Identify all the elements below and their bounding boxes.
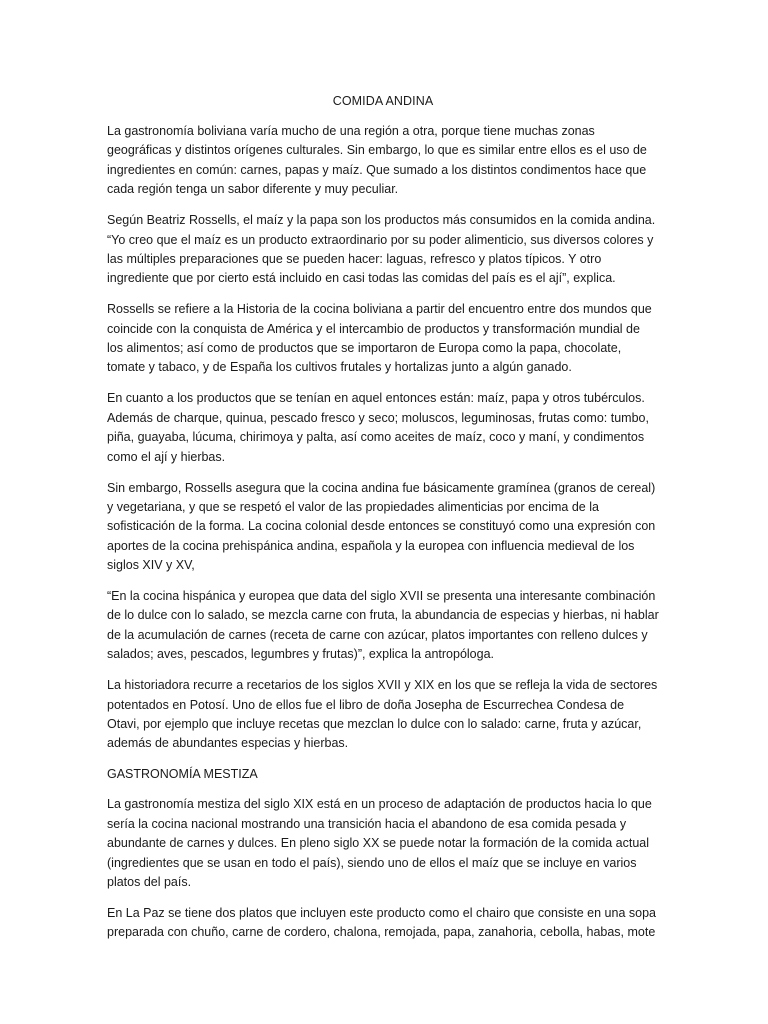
paragraph-products: En cuanto a los productos que se tenían en aquel entonces están: maíz, papa y otros tubérculos. Además de charque, quinua, pescado fresco y seco; moluscos, leguminosas, frutas como: tumbo, piña, guayaba, lúcuma, chirimoya y palta, así como aceites de maíz, coco y maní, y condimentos como el ají y hierbas. bbox=[107, 391, 649, 464]
paragraph-recipes: La historiadora recurre a recetarios de los siglos XVII y XIX en los que se refleja la vida de sectores potentados en Potosí. Uno de ellos fue el libro de doña Josepha de Escurrechea Condesa de Otavi, por ejemplo que incluye recetas que mezclan lo dulce con lo salado: carne, fruta y azúcar, además de abundantes especias y hierbas. bbox=[107, 678, 658, 751]
paragraph-history: Rossells se refiere a la Historia de la cocina boliviana a partir del encuentro entre dos mundos que coincide con la conquista de América y el intercambio de productos y transformación mundial de los alimentos; así como de productos que se importaron de Europa como la papa, chocolate, tomate y tabaco, y de España los cultivos frutales y hortalizas junto a algún ganado. bbox=[107, 302, 652, 375]
section-heading: GASTRONOMÍA MESTIZA bbox=[107, 767, 258, 782]
paragraph-mestiza: La gastronomía mestiza del siglo XIX está en un proceso de adaptación de productos hacia lo que sería la cocina nacional mostrando una transición hacia el abandono de esa comida pesada y abundante de carnes y dulces. En pleno siglo XX se puede notar la formación de la comida actual (ingredientes que se usan en todo el país), siendo uno de ellos el maíz que se incluye en varios platos del país. bbox=[107, 797, 652, 889]
paragraph-intro: La gastronomía boliviana varía mucho de una región a otra, porque tiene muchas zonas geográficas y distintos orígenes culturales. Sin embargo, lo que es similar entre ellos es el uso de ingredientes en común: carnes, papas y maíz. Que sumado a los distintos condimentos hace que cada región tenga un sabor diferente y muy peculiar. bbox=[107, 124, 647, 197]
paragraph-rossells-quote: Según Beatriz Rossells, el maíz y la papa son los productos más consumidos en la comida andina. “Yo creo que el maíz es un producto extraordinario por su poder alimenticio, sus diversos colores y las múltiples preparaciones que se pueden hacer: laguas, refresco y platos típicos. Y otro ingrediente que por cierto está incluido en casi todas las comidas del país es el ají”, explica. bbox=[107, 213, 656, 286]
document-body bbox=[107, 92, 659, 954]
paragraph-hispanic-quote: “En la cocina hispánica y europea que data del siglo XVII se presenta una interesante combinación de lo dulce con lo salado, se mezcla carne con fruta, la abundancia de especias y hierbas, ni hablar de la acumulación de carnes (receta de carne con azúcar, platos importantes con relleno dulces y salados; aves, pescados, legumbres y frutas)”, explica la antropóloga. bbox=[107, 589, 659, 662]
paragraph-la-paz: En La Paz se tiene dos platos que incluyen este producto como el chairo que consiste en una sopa preparada con chuño, carne de cordero, chalona, remojada, papa, zanahoria, cebolla, habas, mote bbox=[107, 905, 656, 940]
document-title: COMIDA ANDINA bbox=[332, 94, 434, 108]
paragraph-colonial: Sin embargo, Rossells asegura que la cocina andina fue básicamente gramínea (granos de cereal) y vegetariana, y que se respetó el valor de las propiedades alimenticias por encima de la sofisticación de la forma. La cocina colonial desde entonces se constituyó como una expresión con aportes de la cocina prehispánica andina, española y la europea con influencia medieval de los siglos XIV y XV, bbox=[107, 480, 656, 573]
